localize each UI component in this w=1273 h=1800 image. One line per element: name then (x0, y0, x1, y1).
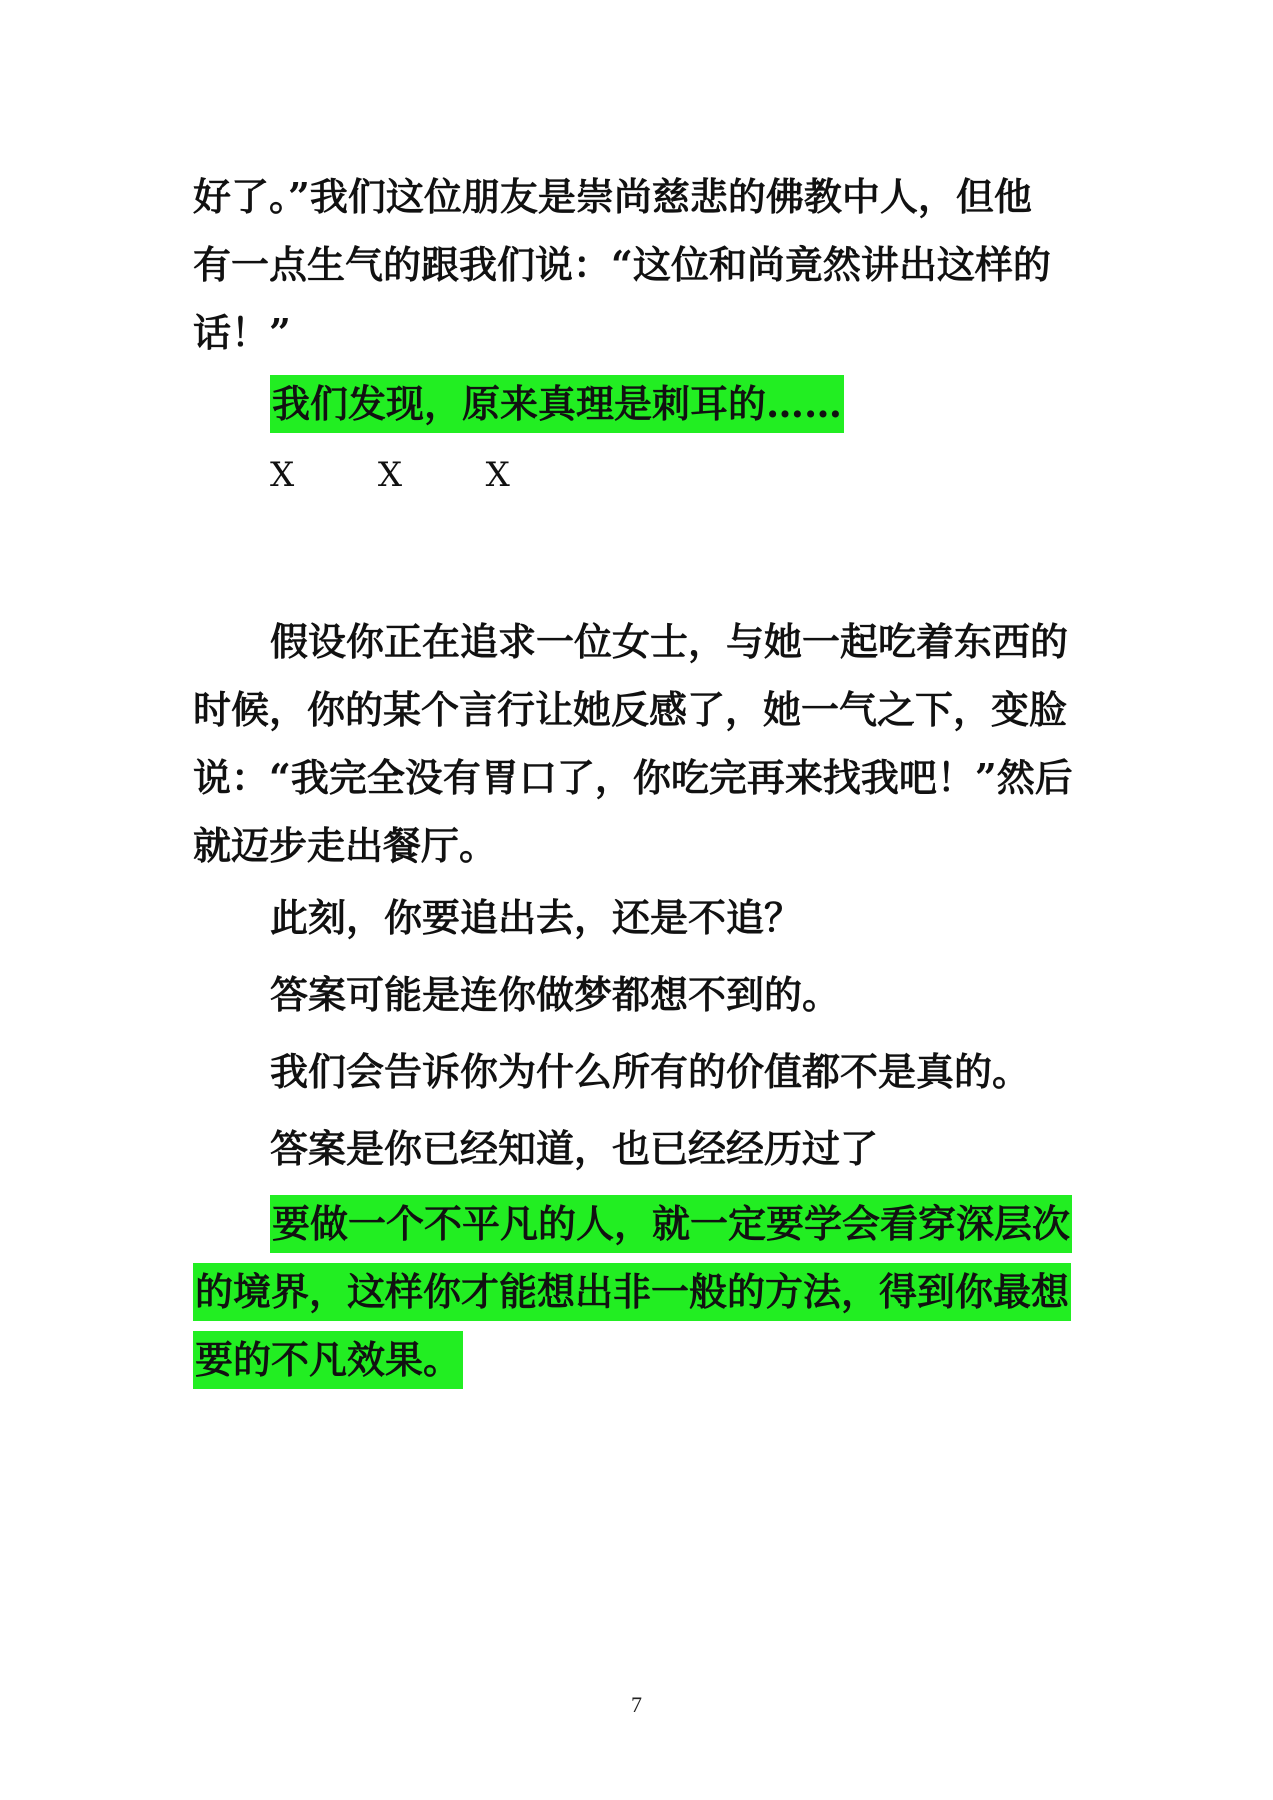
question-line: 此刻，你要追出去，还是不追？ (270, 895, 803, 940)
highlight-paragraph-2 (193, 1190, 1080, 1394)
highlighted-text-2-line-2: 的境界，这样你才能想出非一般的方法，得到你最想 (193, 1263, 1071, 1321)
answer-line-3: 答案是你已经知道，也已经经历过了 (270, 1126, 879, 1171)
highlighted-text-1: 我们发现，原来真理是刺耳的…… (270, 375, 844, 433)
answer-line-2: 我们会告诉你为什么所有的价值都不是真的。 (270, 1049, 1031, 1094)
paragraph-2-line-3: 说：“我完全没有胃口了，你吃完再来找我吧！”然后 (193, 755, 1073, 800)
separator-mark-3: X (485, 455, 510, 495)
separator-mark-1: X (270, 455, 295, 495)
paragraph-2 (193, 608, 1080, 880)
page-number: 7 (631, 1692, 642, 1717)
highlighted-text-2-line-1: 要做一个不平凡的人，就一定要学会看穿深层次 (270, 1195, 1072, 1253)
answer-line-1: 答案可能是连你做梦都想不到的。 (270, 972, 841, 1017)
paragraph-1-line-3: 话！” (193, 310, 291, 355)
paragraph-2-line-4: 就迈步走出餐厅。 (193, 823, 498, 868)
highlighted-text-2-line-3: 要的不凡效果。 (193, 1331, 463, 1389)
short-lines (193, 884, 1080, 1192)
paragraph-2-line-2: 时候，你的某个言行让她反感了，她一气之下，变脸 (193, 687, 1068, 732)
paragraph-1 (193, 163, 1080, 367)
highlight-paragraph-1 (193, 370, 1080, 438)
section-separator (270, 455, 583, 495)
paragraph-1-line-2: 有一点生气的跟我们说：“这位和尚竟然讲出这样的 (193, 242, 1051, 287)
paragraph-2-line-1: 假设你正在追求一位女士，与她一起吃着东西的 (270, 619, 1069, 664)
paragraph-1-line-1: 好了。”我们这位朋友是崇尚慈悲的佛教中人，但他 (193, 174, 1032, 219)
separator-mark-2: X (377, 455, 403, 495)
